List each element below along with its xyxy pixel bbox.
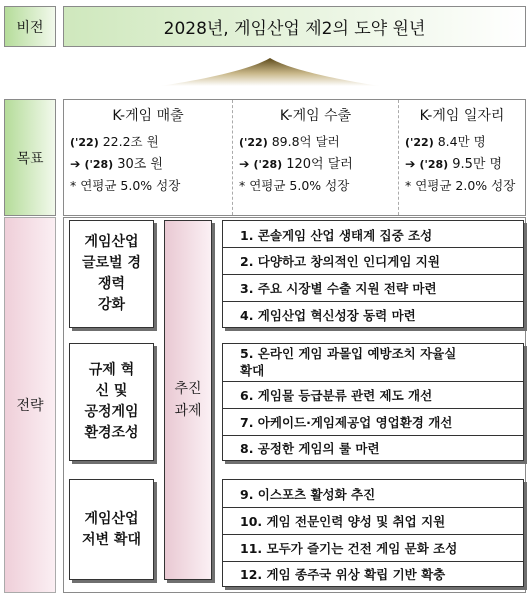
- vision-label: [4, 6, 56, 47]
- task-item: [222, 409, 524, 434]
- task-item: [222, 436, 524, 460]
- task-text: 3. 주요 시장별 수출 지원 전략 마련: [240, 280, 437, 296]
- task-item: [222, 535, 524, 560]
- task-text: 9. 이스포츠 활성화 추진: [240, 486, 376, 502]
- target-value: 120억 달러: [286, 157, 353, 172]
- task-text: 11. 모두가 즐기는 건전 게임 문화 조성: [240, 540, 458, 556]
- target-goal: [405, 153, 502, 175]
- target-goal: [70, 153, 163, 175]
- base-year: ('22): [70, 136, 99, 149]
- strategy-name: 규제 혁 신 및 공정게임 환경조성: [84, 362, 139, 441]
- target-goal: [239, 153, 353, 175]
- vision-arrow-shape: [160, 54, 380, 94]
- target-value: 9.5만 명: [452, 157, 503, 172]
- base-value: 8.4만 명: [437, 134, 486, 149]
- target-export: [233, 100, 399, 215]
- vision-title: [63, 6, 526, 47]
- target-base: [405, 131, 486, 153]
- target-title: K-게임 매출: [112, 108, 184, 124]
- tasks-label: [164, 220, 212, 580]
- task-item: [222, 222, 524, 247]
- strategy-label-text: 전략: [16, 398, 44, 414]
- target-value: 30조 원: [117, 157, 163, 172]
- task-item: [222, 302, 524, 327]
- base-year: ('22): [239, 136, 268, 149]
- task-text: 8. 공정한 게임의 룰 마련: [240, 441, 380, 456]
- target-title: K-게임 수출: [279, 108, 352, 124]
- target-title: K-게임 일자리: [419, 108, 505, 124]
- strategy-base-expansion: [69, 479, 154, 580]
- task-item: [222, 508, 524, 533]
- target-base: [239, 131, 340, 153]
- task-item: [222, 382, 524, 407]
- base-year: ('22): [405, 136, 434, 149]
- strategy-global-competitiveness: [69, 220, 154, 328]
- goal-label: [4, 99, 56, 216]
- tasks-label-text: 추진 과제: [174, 381, 202, 419]
- strategy-label: [4, 217, 56, 593]
- task-text: 4. 게임산업 혁신성장 동력 마련: [240, 307, 416, 323]
- strategy-regulatory-innovation: [69, 343, 154, 461]
- task-text: 6. 게임물 등급분류 관련 제도 개선: [240, 387, 433, 403]
- task-text: 7. 아케이드·게임제공업 영업환경 개선: [240, 414, 453, 430]
- growth-note: * 연평균 5.0% 성장: [239, 178, 350, 193]
- task-item: [222, 275, 524, 300]
- strategy-name: 게임산업 글로벌 경 쟁력 강화: [82, 234, 141, 313]
- target-sales: [64, 100, 233, 215]
- arrow-right-icon: ➔: [239, 156, 250, 171]
- base-value: 22.2조 원: [102, 134, 159, 149]
- arrow-right-icon: ➔: [70, 156, 81, 171]
- task-text: 5. 온라인 게임 과몰입 예방조치 자율실 확대: [240, 346, 457, 378]
- target-year: ('28): [419, 158, 449, 171]
- target-base: [70, 131, 159, 153]
- vision-label-text: 비전: [16, 19, 44, 36]
- strategy-name: 게임산업 저변 확대: [82, 510, 141, 548]
- arrow-right-icon: ➔: [405, 156, 416, 171]
- goal-panel: [63, 99, 526, 216]
- growth-note: * 연평균 5.0% 성장: [70, 178, 181, 193]
- task-item: [222, 345, 524, 379]
- target-year: ('28): [84, 158, 114, 171]
- growth-note: * 연평균 2.0% 성장: [405, 178, 516, 193]
- task-text: 1. 콘솔게임 산업 생태계 집중 조성: [240, 227, 433, 243]
- goal-label-text: 목표: [16, 150, 44, 167]
- target-year: ('28): [253, 158, 283, 171]
- task-item: [222, 248, 524, 273]
- task-text: 10. 게임 전문인력 양성 및 취업 지원: [240, 513, 446, 529]
- task-item: [222, 562, 524, 586]
- vision-title-text: 2028년, 게임산업 제2의 도약 원년: [163, 19, 426, 39]
- target-jobs: [399, 100, 525, 215]
- task-item: [222, 481, 524, 506]
- task-text: 12. 게임 종주국 위상 확립 기반 확충: [240, 567, 446, 582]
- task-text: 2. 다양하고 창의적인 인디게임 지원: [240, 253, 440, 269]
- base-value: 89.8억 달러: [271, 134, 340, 149]
